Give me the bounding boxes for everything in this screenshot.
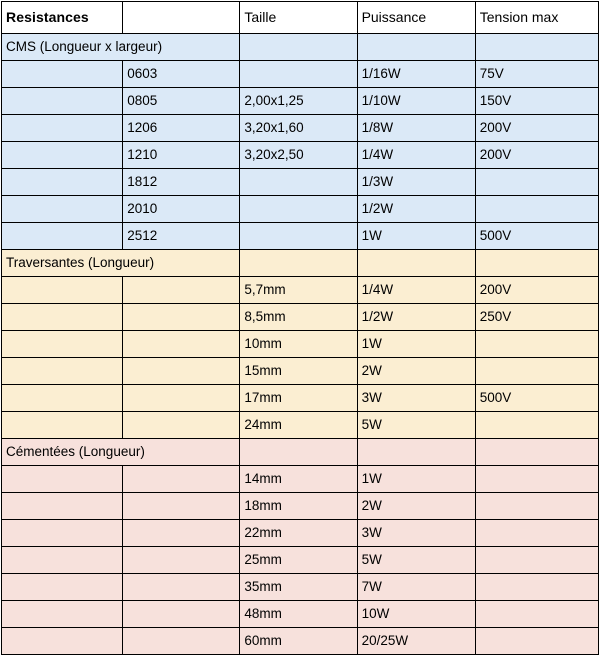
cell-reference: 2010 (123, 196, 240, 223)
cell-reference (123, 493, 240, 520)
cell-reference: 1206 (123, 115, 240, 142)
cell-puissance: 2W (357, 358, 475, 385)
cell-reference (123, 277, 240, 304)
group-label: CMS (Longueur x largeur) (2, 34, 240, 61)
cell-category (2, 115, 123, 142)
cell-tension (475, 196, 598, 223)
cell-taille: 18mm (240, 493, 357, 520)
cell-reference (123, 331, 240, 358)
cell-taille: 14mm (240, 466, 357, 493)
group-cell-taille (240, 439, 357, 466)
cell-reference: 0603 (123, 61, 240, 88)
cell-tension (475, 169, 598, 196)
cell-taille (240, 169, 357, 196)
cell-tension: 200V (475, 142, 598, 169)
group-label: Traversantes (Longueur) (2, 250, 240, 277)
cell-reference (123, 601, 240, 628)
cell-taille: 24mm (240, 412, 357, 439)
cell-puissance: 5W (357, 412, 475, 439)
cell-taille: 35mm (240, 574, 357, 601)
table-row (2, 385, 599, 412)
group-cell-tension (475, 34, 598, 61)
cell-tension: 250V (475, 304, 598, 331)
cell-puissance: 7W (357, 574, 475, 601)
group-header-row (2, 34, 599, 61)
cell-reference (123, 412, 240, 439)
cell-reference: 0805 (123, 88, 240, 115)
table-row (2, 331, 599, 358)
cell-reference (123, 520, 240, 547)
cell-category (2, 466, 123, 493)
table-header-row (2, 2, 599, 34)
cell-tension: 200V (475, 115, 598, 142)
group-cell-puissance (357, 439, 475, 466)
cell-puissance: 1/10W (357, 88, 475, 115)
cell-puissance: 1W (357, 223, 475, 250)
cell-category (2, 61, 123, 88)
column-header-tension-max: Tension max (475, 2, 598, 34)
cell-category (2, 142, 123, 169)
table-row (2, 628, 599, 655)
cell-taille: 3,20x2,50 (240, 142, 357, 169)
table-row (2, 412, 599, 439)
cell-puissance: 1/2W (357, 196, 475, 223)
cell-reference (123, 547, 240, 574)
cell-puissance: 3W (357, 520, 475, 547)
table-row (2, 142, 599, 169)
table-row (2, 601, 599, 628)
cell-tension: 500V (475, 385, 598, 412)
cell-category (2, 358, 123, 385)
cell-puissance: 1/4W (357, 142, 475, 169)
table-row (2, 61, 599, 88)
cell-category (2, 385, 123, 412)
cell-reference: 1210 (123, 142, 240, 169)
cell-puissance: 5W (357, 547, 475, 574)
cell-taille (240, 61, 357, 88)
group-header-row (2, 250, 599, 277)
cell-tension: 75V (475, 61, 598, 88)
table-row (2, 304, 599, 331)
cell-tension (475, 601, 598, 628)
cell-tension (475, 574, 598, 601)
cell-taille: 5,7mm (240, 277, 357, 304)
cell-tension (475, 358, 598, 385)
cell-tension: 500V (475, 223, 598, 250)
group-cell-puissance (357, 250, 475, 277)
cell-reference (123, 628, 240, 655)
cell-tension (475, 466, 598, 493)
cell-puissance: 1W (357, 466, 475, 493)
cell-category (2, 628, 123, 655)
cell-taille: 8,5mm (240, 304, 357, 331)
cell-tension (475, 520, 598, 547)
cell-puissance: 1W (357, 331, 475, 358)
cell-tension: 200V (475, 277, 598, 304)
cell-category (2, 601, 123, 628)
group-cell-taille (240, 250, 357, 277)
table-row (2, 277, 599, 304)
cell-reference: 2512 (123, 223, 240, 250)
cell-category (2, 169, 123, 196)
cell-taille: 3,20x1,60 (240, 115, 357, 142)
cell-reference (123, 304, 240, 331)
group-cell-taille (240, 34, 357, 61)
cell-puissance: 1/8W (357, 115, 475, 142)
cell-taille: 10mm (240, 331, 357, 358)
cell-category (2, 574, 123, 601)
cell-puissance: 20/25W (357, 628, 475, 655)
cell-category (2, 223, 123, 250)
table-row (2, 223, 599, 250)
cell-puissance: 1/4W (357, 277, 475, 304)
table-row (2, 547, 599, 574)
cell-puissance: 3W (357, 385, 475, 412)
cell-reference: 1812 (123, 169, 240, 196)
cell-category (2, 520, 123, 547)
cell-puissance: 2W (357, 493, 475, 520)
table-row (2, 520, 599, 547)
cell-category (2, 196, 123, 223)
cell-taille: 22mm (240, 520, 357, 547)
resistor-reference-table (0, 1, 600, 652)
cell-reference (123, 466, 240, 493)
table-row (2, 466, 599, 493)
cell-category (2, 88, 123, 115)
cell-puissance: 1/3W (357, 169, 475, 196)
cell-tension: 150V (475, 88, 598, 115)
group-cell-puissance (357, 34, 475, 61)
group-cell-tension (475, 250, 598, 277)
table-row (2, 169, 599, 196)
resistances-table (1, 1, 599, 655)
cell-category (2, 277, 123, 304)
cell-taille: 60mm (240, 628, 357, 655)
cell-category (2, 493, 123, 520)
cell-taille: 48mm (240, 601, 357, 628)
group-cell-tension (475, 439, 598, 466)
table-row (2, 88, 599, 115)
cell-taille (240, 196, 357, 223)
cell-puissance: 10W (357, 601, 475, 628)
cell-category (2, 547, 123, 574)
cell-category (2, 331, 123, 358)
cell-tension (475, 412, 598, 439)
table-row (2, 115, 599, 142)
table-row (2, 574, 599, 601)
cell-tension (475, 493, 598, 520)
page-title: Resistances (2, 2, 123, 34)
cell-tension (475, 331, 598, 358)
cell-taille: 25mm (240, 547, 357, 574)
table-row (2, 196, 599, 223)
cell-reference (123, 358, 240, 385)
cell-reference (123, 574, 240, 601)
cell-taille (240, 223, 357, 250)
table-row (2, 493, 599, 520)
column-header-puissance: Puissance (357, 2, 475, 34)
cell-taille: 2,00x1,25 (240, 88, 357, 115)
cell-category (2, 304, 123, 331)
group-label: Cémentées (Longueur) (2, 439, 240, 466)
cell-puissance: 1/16W (357, 61, 475, 88)
group-header-row (2, 439, 599, 466)
cell-reference (123, 385, 240, 412)
cell-tension (475, 628, 598, 655)
table-row (2, 358, 599, 385)
cell-taille: 17mm (240, 385, 357, 412)
column-header-blank (123, 2, 240, 34)
column-header-taille: Taille (240, 2, 357, 34)
cell-puissance: 1/2W (357, 304, 475, 331)
cell-tension (475, 547, 598, 574)
cell-category (2, 412, 123, 439)
cell-taille: 15mm (240, 358, 357, 385)
